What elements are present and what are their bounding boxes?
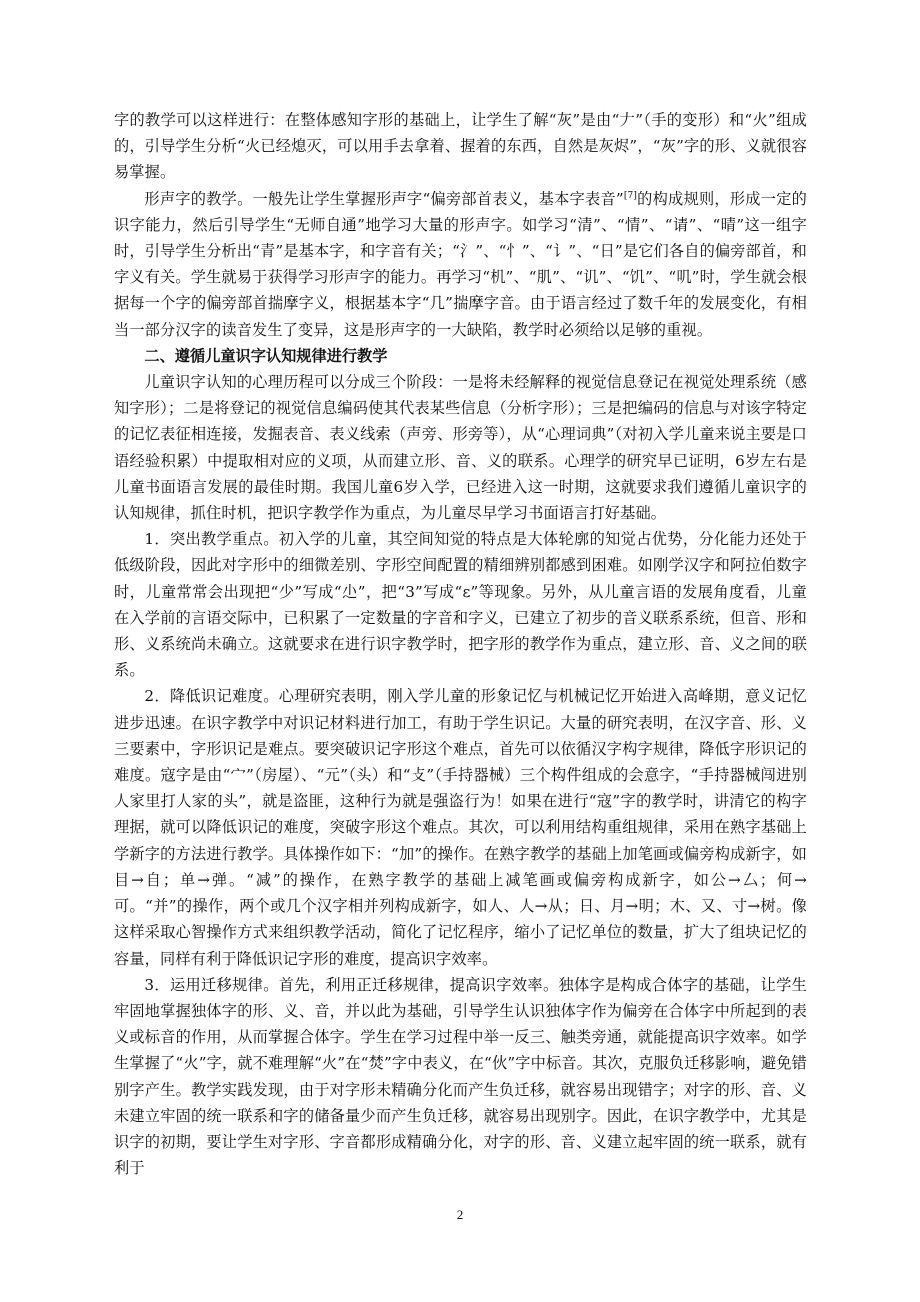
paragraph-point-1: 1．突出教学重点。初入学的儿童，其空间知觉的特点是大体轮廓的知觉占优势，分化能力还处于低级阶段，因此对字形中的细微差别、字形空间配置的精细辨别都感到困难。如刚学汉字和阿拉伯数字时，儿童常常会出现把“少”写成“尐”，把“3”写成“ε”等现象。另外，从儿童言语的发展角度看，儿童在入学前的言语交际中，已积累了一定数量的字音和字义，已建立了初步的音义联系系统，但音、形和形、义系统尚未确立。这就要求在进行识字教学时，把字形的教学作为重点，建立形、音、义之间的联系。 <box>114 530 807 680</box>
paragraph-point-2: 2．降低识记难度。心理研究表明，刚入学儿童的形象记忆与机械记忆开始进入高峰期，意义记忆进步迅速。在识字教学中对识记材料进行加工，有助于学生识记。大量的研究表明，在汉字音、形、义三要素中，字形识记是难点。要突破识记字形这个难点，首先可以依循汉字构字规律，降低字形识记的难度。寇字是由“宀”（房屋）、“元”（头）和“攴”（手持器械）三个构件组成的会意字，“手持器械闯进别人家里打人家的头”，就是盗匪，这种行为就是强盗行为！如果在进行“寇”字的教学时，讲清它的构字理据，就可以降低识记的难度，突破字形这个难点。其次，可以利用结构重组规律，采用在熟字基础上学新字的方法进行教学。具体操作如下：“加”的操作。在熟字教学的基础上加笔画或偏旁构成新字，如目→自；单→弹。“减”的操作，在熟字教学的基础上减笔画或偏旁构成新字，如公→厶；何→可。“并”的操作，两个或几个汉字相并列构成新字，如人、人→从；日、月→明；木、又、寸→树。像这样采取心智操作方式来组织教学活动，简化了记忆程序，缩小了记忆单位的数量，扩大了组块记忆的容量，同样有利于降低识记字形的难度，提高识字效率。 <box>114 687 807 968</box>
paragraph-phonetic-compound <box>114 186 807 343</box>
document-page <box>114 107 807 1181</box>
paragraph-cognitive-stages: 儿童识字认知的心理历程可以分成三个阶段：一是将未经解释的视觉信息登记在视觉处理系统（感知字形）；二是将登记的视觉信息编码使其代表某些信息（分析字形）；三是把编码的信息与对该字特定的记忆表征相连接，发掘表音、表义线索（声旁、形旁等），从“心理词典”（对初入学儿童来说主要是口语经验积累）中提取相对应的义项，从而建立形、音、义的联系。心理学的研究早已证明，6岁左右是儿童书面语言发展的最佳时期。我国儿童6岁入学，已经进入这一时期，这就要求我们遵循儿童识字的认知规律，抓住时机，把识字教学作为重点，为儿童尽早学习书面语言打好基础。 <box>114 373 807 523</box>
page-number: 2 <box>456 1207 464 1222</box>
paragraph-text-before-ref: 形声字的教学。一般先让学生掌握形声字“偏旁部首表义，基本字表音” <box>144 189 624 208</box>
paragraph-text-after-ref: 的构成规则，形成一定的识字能力，然后引导学生“无师自通”地学习大量的形声字。如学习“清”、“情”、“请”、“晴”这一组字时，引导学生分析出“青”是基本字，和字音有关；“氵”、“忄”、“讠”、“日”是它们各自的偏旁部首，和字义有关。学生就易于获得学习形声字的能力。再学习“机”、“肌”、“讥”、“饥”、“叽”时，学生就会根据每一个字的偏旁部首揣摩字义，根据基本字“几”揣摩字音。由于语言经过了数千年的发展变化，有相当一部分汉字的读音发生了变异，这是形声字的一大缺陷，教学时必须给以足够的重视。 <box>114 189 807 339</box>
paragraph-point-3: 3．运用迁移规律。首先，利用正迁移规律，提高识字效率。独体字是构成合体字的基础，让学生牢固地掌握独体字的形、义、音，并以此为基础，引导学生认识独体字作为偏旁在合体字中所起到的表义或标音的作用，从而掌握合体字。学生在学习过程中举一反三、触类旁通，就能提高识字效率。如学生掌握了“火”字，就不难理解“火”在“焚”字中表义，在“伙”字中标音。其次，克服负迁移影响，避免错别字产生。教学实践发现，由于对字形未精确分化而产生负迁移，就容易出现错字；对字的形、音、义未建立牢固的统一联系和字的储备量少而产生负迁移，就容易出现别字。因此，在识字教学中，尤其是识字的初期，要让学生对字形、字音都形成精确分化，对字的形、音、义建立起牢固的统一联系，就有利于 <box>114 975 807 1178</box>
reference-marker: [7] <box>623 190 638 201</box>
paragraph-continued: 字的教学可以这样进行：在整体感知字形的基础上，让学生了解“灰”是由“𠂇”（手的变形）和“火”组成的，引导学生分析“火已经熄灭，可以用手去拿着、握着的东西，自然是灰烬”，“灰”字的形、义就很容易掌握。 <box>114 111 807 182</box>
section-heading: 二、遵循儿童识字认知规律进行教学 <box>144 346 388 365</box>
